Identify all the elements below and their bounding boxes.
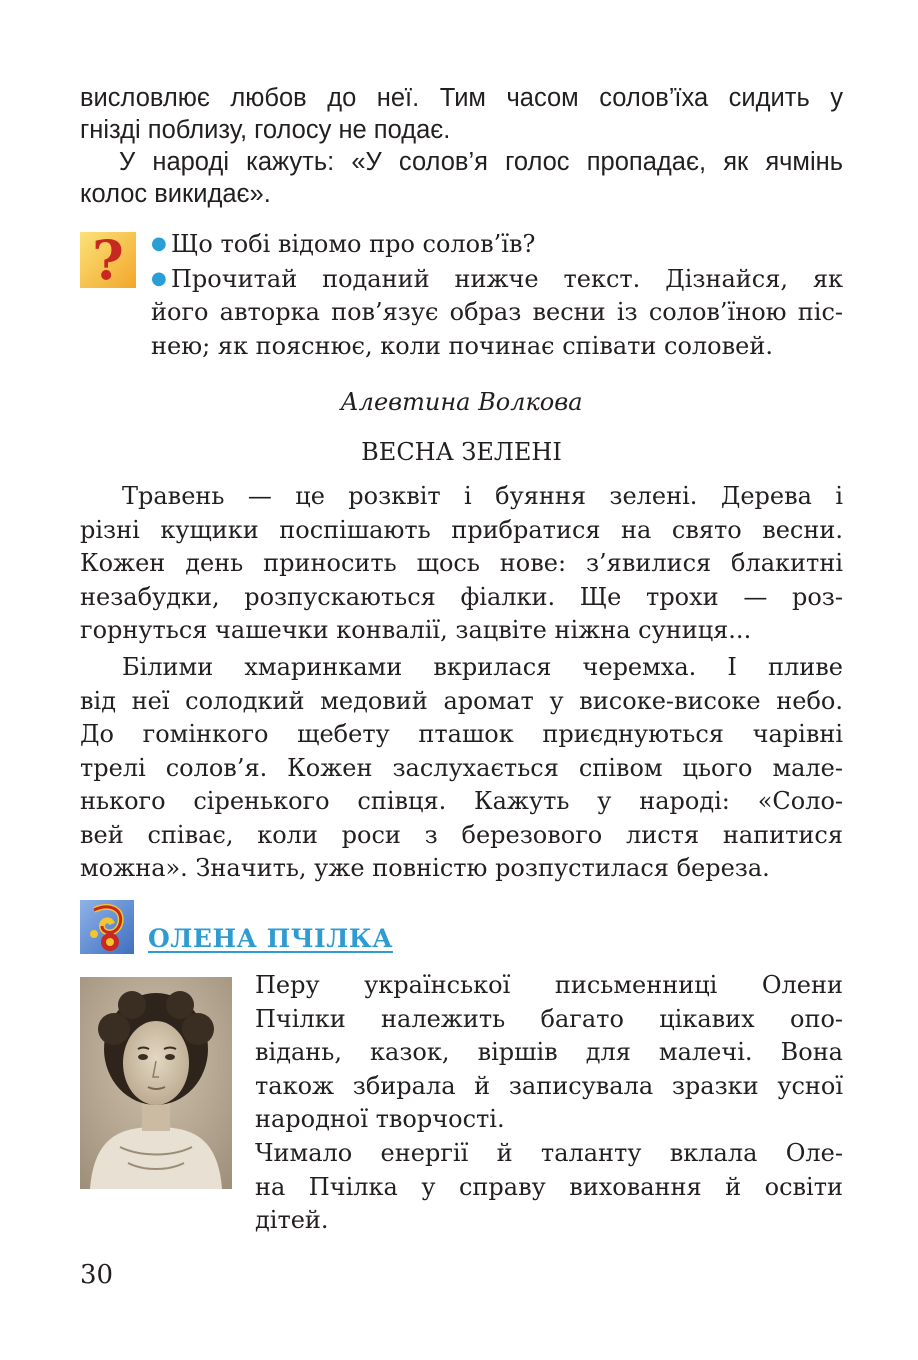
text-line: Чимало енергії й таланту вклала Оле- xyxy=(255,1139,843,1167)
article-paragraph-1 xyxy=(80,480,843,648)
bio-paragraph-1 xyxy=(255,969,843,1137)
text-line: гнізді поблизу, голосу не подає. xyxy=(80,116,451,144)
text-line: на Пчілка у справу виховання й освіти xyxy=(255,1172,843,1201)
text-line: У народі кажуть: «У солов’я голос пропадає, як ячмінь xyxy=(119,148,843,176)
text-line: народної творчості. xyxy=(255,1105,505,1133)
text-line: також збирала й записувала зразки усної xyxy=(255,1071,843,1100)
questions-block xyxy=(151,227,843,363)
bio-paragraph-2 xyxy=(255,1137,843,1238)
bullet-icon: ● xyxy=(151,233,167,254)
text-line: Кожен день приносить щось нове: з’явилися блакитні xyxy=(80,549,843,577)
text-line: незабудки, розпускаються фіалки. Ще трохи — роз- xyxy=(80,582,843,611)
portrait-photo xyxy=(80,977,232,1189)
text-line: горнуться чашечки конвалії, зацвіте ніжна суниця... xyxy=(80,616,752,644)
text-line: До гомінкого щебету пташок приєднуються чарівні xyxy=(80,720,843,748)
text-line: Перу української письменниці Олени xyxy=(255,971,843,999)
text-line: нького сіренького співця. Кажуть у народі: «Соло- xyxy=(80,787,843,815)
article-paragraph-2 xyxy=(80,651,843,886)
bullet-icon: ● xyxy=(151,267,167,289)
text-line: висловлює любов до неї. Тим часом солов’їха сидить у xyxy=(80,84,843,112)
text-line: вей співає, коли роси з березового листя напитися xyxy=(80,820,843,849)
question-1: ● Що тобі відомо про солов’їв? xyxy=(151,227,843,262)
text-line: Білими хмаринками вкрилася черемха. І пливе xyxy=(122,653,843,681)
text-line: різні кущики поспішають прибратися на свято весни. xyxy=(80,515,843,544)
intro-paragraph-1 xyxy=(80,82,843,146)
text-line: можна». Значить, уже повністю розпустилася береза. xyxy=(80,854,770,882)
text-line: відань, казок, віршів для малечі. Вона xyxy=(255,1038,843,1066)
decorative-ornament-icon xyxy=(80,900,134,954)
page-number: 30 xyxy=(80,1260,114,1290)
question-2-line: нею; як пояснює, коли починає співати соловей. xyxy=(151,331,773,360)
intro-paragraph-2 xyxy=(80,146,843,210)
text-line: від неї солодкий медовий аромат у високе-високе небо. xyxy=(80,686,843,715)
article-author: Алевтина Волкова xyxy=(340,388,583,416)
question-mark-icon xyxy=(80,232,136,288)
question-2-line: його авторка пов’язує образ весни із солов’їною піс- xyxy=(151,298,843,326)
question-2-line: ● Прочитай поданий нижче текст. Дізнайся, як xyxy=(151,262,843,297)
bio-heading[interactable]: ОЛЕНА ПЧІЛКА xyxy=(148,924,393,953)
text-line: Пчілки належить багато цікавих опо- xyxy=(255,1004,843,1033)
text-line: дітей. xyxy=(255,1206,329,1234)
article-title: ВЕСНА ЗЕЛЕНІ xyxy=(361,438,562,466)
text-line: колос викидає». xyxy=(80,180,271,208)
svg-text:?: ? xyxy=(92,232,124,288)
text-line: трелі солов’я. Кожен заслухається співом цього мале- xyxy=(80,753,843,782)
text-line: Травень — це розквіт і буяння зелені. Дерева і xyxy=(122,482,843,510)
